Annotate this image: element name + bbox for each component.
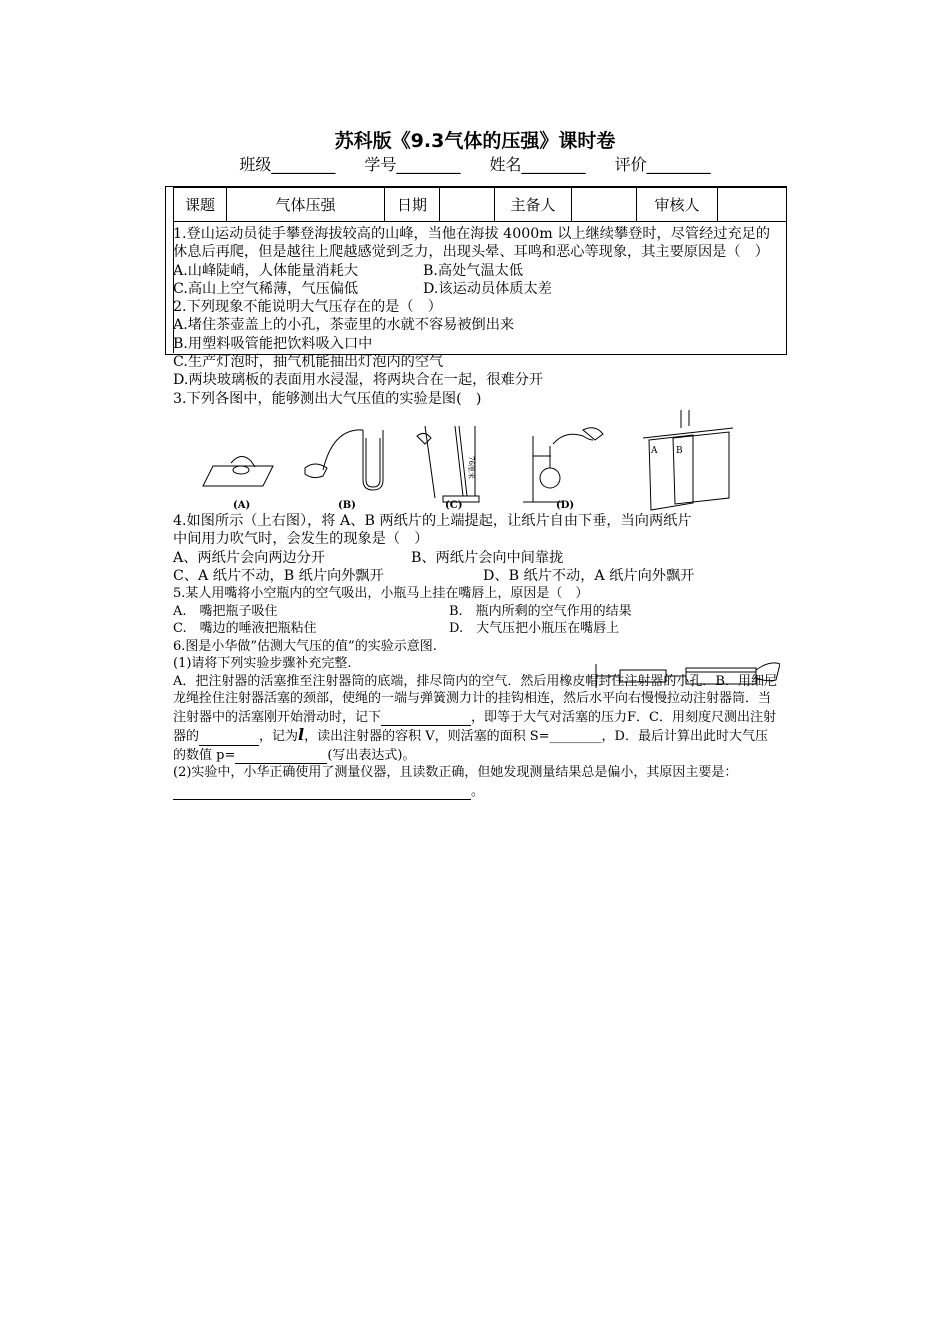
fig-d-tube xyxy=(553,434,593,444)
hand xyxy=(756,663,780,681)
q2-stem: 2.下列现象不能说明大气压存在的是（ ） xyxy=(173,299,442,316)
syringe-illustration xyxy=(590,660,780,690)
q4-option-a: A、两纸片会向两边分开 xyxy=(173,549,326,566)
name-field: 姓名________ xyxy=(489,155,586,174)
fig-a-cup xyxy=(233,466,249,474)
fig-d-label: (D) xyxy=(556,499,575,511)
q6-steps-text: A．把注射器的活塞推至注射器筒的底端，排尽筒内的空气．然后用橡皮帽封住注射器的小孔．B．用细尼龙绳拴住注射器活塞的颈部，使绳的一端与弹簧测力计的挂钩相连，然后水平向右慢慢拉动注射器筒．当注射器中的活塞刚开始滑动时，记下 xyxy=(173,673,777,725)
questions-body xyxy=(173,225,779,800)
fig-d-flask xyxy=(540,468,560,488)
q6-blank-reason[interactable] xyxy=(173,782,471,801)
q4-option-d: D、B 纸片不动，A 纸片向外飘开 xyxy=(483,567,695,584)
q5-option-d: D. 大气压把小瓶压在嘴唇上 xyxy=(449,621,620,637)
fig-c-tube xyxy=(455,426,463,496)
q3-stem: 3.下列各图中，能够测出大气压值的实验是图( ) xyxy=(173,390,482,407)
q4-option-c: C、A 纸片不动，B 纸片向外飘开 xyxy=(173,567,384,584)
date-label: 日期 xyxy=(385,188,440,222)
q6-blank-pressure[interactable] xyxy=(235,746,327,765)
preparer-label: 主备人 xyxy=(495,188,572,222)
q5-option-c: C. 嘴边的唾液把瓶粘住 xyxy=(173,621,317,637)
q3-figures xyxy=(173,408,779,512)
syringe-barrel xyxy=(686,668,756,684)
fig-a-plate xyxy=(203,466,273,486)
q6-stem: 6.图是小华做”估测大气压的值”的实验示意图. xyxy=(173,638,437,654)
preparer-value xyxy=(572,188,637,222)
q2-option-c: C.生产灯泡时，抽气机能抽出灯泡内的空气 xyxy=(173,354,444,371)
q1-option-a: A.山峰陡峭，人体能量消耗大 xyxy=(173,262,359,279)
reviewer-label: 审核人 xyxy=(637,188,718,222)
date-value xyxy=(440,188,495,222)
paper-b-label: B xyxy=(676,445,683,456)
paper-b xyxy=(673,432,729,504)
q1-option-d: D.该运动员体质太差 xyxy=(423,280,552,297)
q4-stem-2: 中间用力吹气时，会发生的现象是（ ） xyxy=(173,531,429,548)
q5-option-a: A. 嘴把瓶子吸住 xyxy=(173,603,278,619)
paper-a-label: A xyxy=(651,445,658,456)
q6-steps-text-3: ，记为 xyxy=(259,729,299,745)
fig-c-label: (C) xyxy=(445,499,463,511)
q6-length-symbol: l xyxy=(298,725,305,745)
evaluation-field: 评价________ xyxy=(614,155,711,174)
fig-b-hand xyxy=(305,464,327,478)
header-table xyxy=(173,187,787,222)
q6-steps-text-5: (写出表达式)。 xyxy=(327,747,416,763)
q4-stem-1: 4.如图所示（上右图），将 A、B 两纸片的上端提起，让纸片自由下垂，当向两纸片 xyxy=(173,512,692,529)
q6-part2-text: (2)实验中，小华正确使用了测量仪器，且读数正确，但她发现测量结果总是偏小，其原因主要是： xyxy=(173,765,738,781)
spring-scale xyxy=(620,670,666,682)
q2-option-d: D.两块玻璃板的表面用水浸湿，将两块合在一起，很难分开 xyxy=(173,372,544,389)
fig-b-u-tube-inner xyxy=(366,438,380,487)
q5-option-b: B. 瓶内所剩的空气作用的结果 xyxy=(449,603,632,619)
fig-c-hand xyxy=(417,433,431,444)
topic-value: 气体压强 xyxy=(227,188,385,222)
student-info-line xyxy=(0,152,950,175)
q1-option-b: B.高处气温太低 xyxy=(423,262,524,279)
student-number-field: 学号________ xyxy=(364,155,461,174)
q2-option-a: A.堵住茶壶盖上的小孔，茶壶里的水就不容易被倒出来 xyxy=(173,317,515,334)
q6-steps-text-2: ，即等于大气对活塞的压力F．C．用刻度尺测出注射器的 xyxy=(173,709,776,745)
q6-steps-text-4: ，读出注射器的容积 V，则活塞的面积 S=________，D．最后计算出此时大气压的数值 p= xyxy=(173,729,768,763)
reviewer-value xyxy=(718,188,787,222)
q1-stem: 1.登山运动员徒手攀登海拔较高的山峰，当他在海拔 4000m 以上继续攀登时，尽管经过充足的休息后再爬，但是越往上爬越感觉到乏力，出现头晕、耳鸣和恶心等现象，其主要原因是（ ） xyxy=(173,226,771,261)
experiment-illustrations xyxy=(173,408,779,512)
fig-c-tube-2 xyxy=(459,426,467,496)
q4-option-b: B、两纸片会向中间靠拢 xyxy=(411,549,564,566)
fig-b-hose xyxy=(323,430,363,470)
q6-part2-end: 。 xyxy=(471,783,485,799)
topic-label: 课题 xyxy=(174,188,227,222)
q1-option-c: C.高山上空气稀薄，气压偏低 xyxy=(173,280,359,297)
q6-part1-heading: (1)请将下列实验步骤补充完整. xyxy=(173,656,352,672)
page-title: 苏科版《9.3气体的压强》课时卷 xyxy=(334,130,616,152)
fig-a-hand xyxy=(231,456,255,467)
tube-height-label: 76厘米 xyxy=(467,455,475,479)
q6-blank-length[interactable] xyxy=(199,727,259,746)
fig-b-label: (B) xyxy=(338,499,356,511)
q6-blank-force[interactable] xyxy=(381,708,471,727)
q2-option-b: B.用塑料吸管能把饮料吸入口中 xyxy=(173,335,373,352)
fig-a-label: (A) xyxy=(233,499,251,511)
class-field: 班级________ xyxy=(239,155,336,174)
q5-stem: 5.某人用嘴将小空瓶内的空气吸出，小瓶马上挂在嘴唇上，原因是（ ） xyxy=(173,586,589,602)
